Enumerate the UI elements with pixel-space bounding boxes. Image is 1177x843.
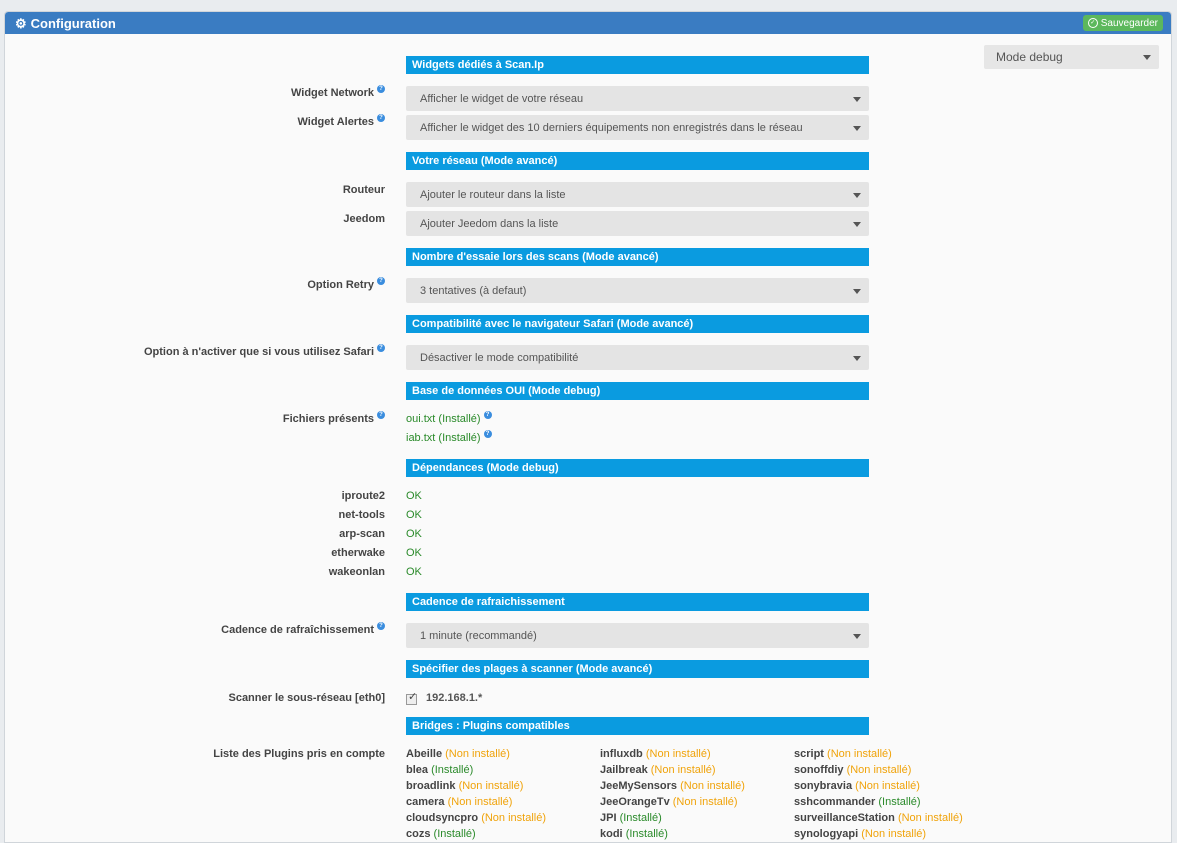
plugin-name: script xyxy=(794,748,824,760)
plugin-name: broadlink xyxy=(406,780,456,792)
plugin-item xyxy=(794,778,963,794)
caret-down-icon xyxy=(853,356,861,361)
refresh-select[interactable] xyxy=(406,623,869,648)
help-icon[interactable]: ? xyxy=(377,114,385,122)
dep-status: OK xyxy=(406,566,422,578)
plugin-item xyxy=(406,746,546,762)
plugin-status: (Non installé) xyxy=(445,748,510,760)
panel-header xyxy=(5,12,1171,34)
plugin-name: camera xyxy=(406,796,445,808)
panel-title-text: Configuration xyxy=(30,15,116,31)
save-button-label: Sauvegarder xyxy=(1100,17,1158,29)
plugin-name: Jailbreak xyxy=(600,764,648,776)
section-retry: Nombre d'essaie lors des scans (Mode avancé) xyxy=(406,248,869,266)
retry-select[interactable] xyxy=(406,278,869,303)
help-icon[interactable]: ? xyxy=(484,411,492,419)
plugin-status: (Installé) xyxy=(625,828,668,840)
plugin-item xyxy=(600,762,745,778)
plugin-item xyxy=(600,826,745,842)
retry-value: 3 tentatives (à defaut) xyxy=(420,284,527,297)
caret-down-icon xyxy=(853,126,861,131)
plugin-status: (Installé) xyxy=(619,812,662,824)
plugin-item xyxy=(406,762,546,778)
section-dependencies: Dépendances (Mode debug) xyxy=(406,459,869,477)
widget-alerts-label-text: Widget Alertes xyxy=(297,116,374,128)
dep-status: OK xyxy=(406,490,422,502)
plugin-status: (Installé) xyxy=(431,764,474,776)
panel-title xyxy=(15,16,116,31)
check-circle-icon: ✓ xyxy=(1088,18,1098,28)
router-label: Routeur xyxy=(342,184,385,196)
dep-name: iproute2 xyxy=(341,490,385,502)
help-icon[interactable]: ? xyxy=(377,85,385,93)
section-bridges: Bridges : Plugins compatibles xyxy=(406,717,869,735)
caret-down-icon xyxy=(1143,55,1151,60)
plugin-name: kodi xyxy=(600,828,623,840)
plugin-item xyxy=(406,794,546,810)
refresh-label xyxy=(5,624,385,636)
plugin-item xyxy=(600,746,745,762)
widget-alerts-label xyxy=(5,116,385,128)
plugin-status: (Non installé) xyxy=(855,780,920,792)
plugin-name: sonoffdiy xyxy=(794,764,844,776)
widget-alerts-select[interactable] xyxy=(406,115,869,140)
jeedom-select[interactable] xyxy=(406,211,869,236)
safari-label xyxy=(5,346,385,358)
dep-name: net-tools xyxy=(338,509,385,521)
plugin-item xyxy=(406,778,546,794)
retry-label xyxy=(5,279,385,291)
plugin-item xyxy=(600,778,745,794)
plugin-name: cozs xyxy=(406,828,431,840)
caret-down-icon xyxy=(853,193,861,198)
plugin-item xyxy=(794,826,963,842)
plugin-name: Abeille xyxy=(406,748,443,760)
safari-label-text: Option à n'activer que si vous utilisez Safari xyxy=(143,346,374,358)
plugin-status: (Installé) xyxy=(433,828,476,840)
plugin-status: (Non installé) xyxy=(861,828,927,840)
retry-label-text: Option Retry xyxy=(307,279,374,291)
safari-select[interactable] xyxy=(406,345,869,370)
help-icon[interactable]: ? xyxy=(377,622,385,630)
dep-name: arp-scan xyxy=(339,528,385,540)
plugin-status: (Non installé) xyxy=(846,764,912,776)
plugin-status: (Non installé) xyxy=(650,764,716,776)
plugin-status: (Non installé) xyxy=(680,780,745,792)
widget-network-select[interactable] xyxy=(406,86,869,111)
section-refresh: Cadence de rafraichissement xyxy=(406,593,869,611)
jeedom-label: Jeedom xyxy=(343,213,385,225)
dep-name: wakeonlan xyxy=(328,566,385,578)
subnet-checkbox[interactable] xyxy=(406,691,418,705)
dep-status: OK xyxy=(406,547,422,559)
check-icon: ✓ xyxy=(408,691,418,703)
caret-down-icon xyxy=(853,634,861,639)
help-icon[interactable]: ? xyxy=(484,430,492,438)
plugin-status: (Non installé) xyxy=(447,796,513,808)
plugin-status: (Non installé) xyxy=(672,796,738,808)
help-icon[interactable]: ? xyxy=(377,411,385,419)
router-value: Ajouter le routeur dans la liste xyxy=(420,188,566,201)
plugin-name: blea xyxy=(406,764,429,776)
plugin-status: (Non installé) xyxy=(481,812,546,824)
iab-file-status xyxy=(406,432,492,444)
oui-file-text: oui.txt (Installé) xyxy=(406,413,481,425)
plugins-column-1 xyxy=(406,746,546,842)
save-button[interactable] xyxy=(1083,15,1163,31)
plugin-name: JeeMySensors xyxy=(600,780,678,792)
oui-file-status xyxy=(406,413,492,425)
plugin-item xyxy=(794,746,963,762)
plugin-status: (Non installé) xyxy=(827,748,892,760)
section-safari: Compatibilité avec le navigateur Safari (Mode avancé) xyxy=(406,315,869,333)
plugin-name: influxdb xyxy=(600,748,643,760)
section-ranges: Spécifier des plages à scanner (Mode avancé) xyxy=(406,660,869,678)
safari-value: Désactiver le mode compatibilité xyxy=(420,351,579,364)
plugin-status: (Non installé) xyxy=(897,812,963,824)
caret-down-icon xyxy=(853,222,861,227)
plugin-name: synologyapi xyxy=(794,828,859,840)
subnet-label: Scanner le sous-réseau [eth0] xyxy=(228,692,385,704)
plugin-item xyxy=(794,810,963,826)
widget-network-value: Afficher le widget de votre réseau xyxy=(420,92,584,105)
widget-network-label xyxy=(5,87,385,99)
plugin-item xyxy=(794,762,963,778)
plugin-item xyxy=(600,794,745,810)
help-icon[interactable]: ? xyxy=(377,277,385,285)
debug-mode-value: Mode debug xyxy=(996,50,1063,64)
plugin-status: (Non installé) xyxy=(458,780,524,792)
cogs-icon: ⚙ xyxy=(15,15,27,31)
subnet-value: 192.168.1.* xyxy=(426,692,483,704)
help-icon[interactable]: ? xyxy=(377,344,385,352)
dep-status: OK xyxy=(406,509,422,521)
widget-alerts-value: Afficher le widget des 10 derniers équipements non enregistrés dans le réseau xyxy=(420,121,803,134)
debug-mode-select[interactable] xyxy=(984,45,1159,69)
section-network: Votre réseau (Mode avancé) xyxy=(406,152,869,170)
caret-down-icon xyxy=(853,289,861,294)
plugin-status: (Installé) xyxy=(878,796,921,808)
files-label-text: Fichiers présents xyxy=(282,413,374,425)
plugin-name: sshcommander xyxy=(794,796,876,808)
plugin-item xyxy=(794,794,963,810)
plugin-item xyxy=(406,826,546,842)
dep-status: OK xyxy=(406,528,422,540)
section-oui: Base de données OUI (Mode debug) xyxy=(406,382,869,400)
widget-network-label-text: Widget Network xyxy=(290,87,374,99)
iab-file-text: iab.txt (Installé) xyxy=(406,432,481,444)
plugin-status: (Non installé) xyxy=(645,748,711,760)
plugin-name: cloudsyncpro xyxy=(406,812,479,824)
router-select[interactable] xyxy=(406,182,869,207)
plugins-label: Liste des Plugins pris en compte xyxy=(213,748,385,760)
refresh-label-text: Cadence de rafraîchissement xyxy=(221,624,374,636)
plugins-column-3 xyxy=(794,746,963,842)
plugin-name: surveillanceStation xyxy=(794,812,895,824)
dep-name: etherwake xyxy=(331,547,385,559)
jeedom-value: Ajouter Jeedom dans la liste xyxy=(420,217,559,230)
plugin-name: JPI xyxy=(600,812,617,824)
refresh-value: 1 minute (recommandé) xyxy=(420,629,537,642)
caret-down-icon xyxy=(853,97,861,102)
plugin-item xyxy=(600,810,745,826)
plugins-column-2 xyxy=(600,746,745,842)
plugin-name: sonybravia xyxy=(794,780,853,792)
plugin-name: JeeOrangeTv xyxy=(600,796,670,808)
plugin-item xyxy=(406,810,546,826)
section-widgets: Widgets dédiés à Scan.Ip xyxy=(406,56,869,74)
configuration-panel xyxy=(4,11,1172,843)
files-label xyxy=(5,413,385,425)
